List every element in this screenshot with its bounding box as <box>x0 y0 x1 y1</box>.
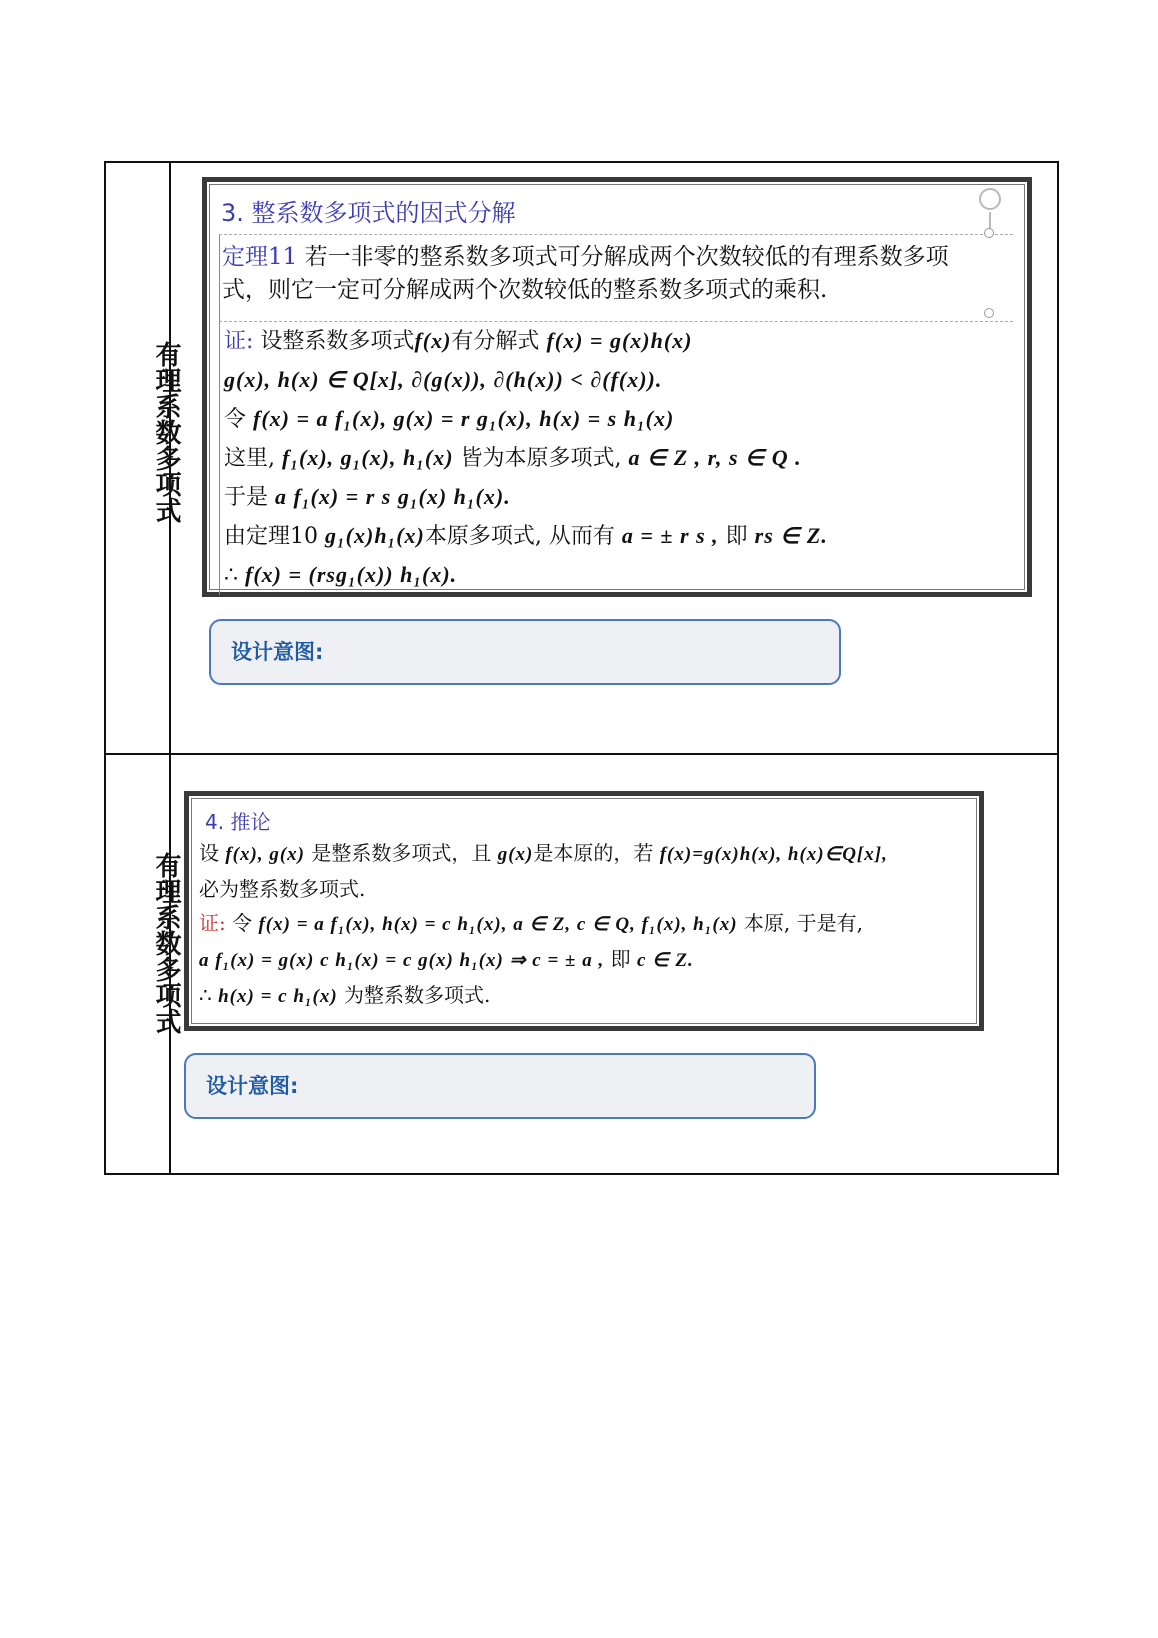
proof-math: f₁(x), g₁(x), h₁(x) <box>282 445 454 470</box>
row-label-cell <box>106 755 181 1173</box>
slide-corollary <box>184 791 984 1031</box>
corollary-text: 必为整系数多项式. <box>199 877 366 901</box>
corollary-math: f(x)=g(x)h(x), h(x)∈Q[x], <box>659 844 888 865</box>
corollary-math: h(x) = c h₁(x) <box>218 986 338 1007</box>
proof-math: f(x) <box>414 328 452 353</box>
corollary-text: 是本原的，若 <box>533 841 654 865</box>
proof-line <box>224 478 1013 517</box>
design-intent-box[interactable]: 设计意图: <box>184 1053 816 1119</box>
proof-math: a f₁(x) = r s g₁(x) h₁(x). <box>275 484 511 509</box>
corollary-text: 本原, 于是有, <box>743 911 863 935</box>
proof-line <box>224 517 1013 556</box>
slide-heading: 4. 推论 <box>205 810 271 834</box>
proof-line <box>224 400 1013 439</box>
theorem-text: 若一非零的整系数多项式可分解成两个次数较低的有理系数多项式，则它一定可分解成两个次数较低的整系数多项式的乘积. <box>222 244 949 303</box>
proof-label: 证: <box>199 911 226 935</box>
corollary-text: 为整系数多项式. <box>344 983 491 1007</box>
proof-text: 本原多项式, 从而有 <box>424 524 615 549</box>
theorem-11 <box>219 235 1013 322</box>
corollary-math: a f₁(x) = g(x) c h₁(x) = c g(x) h₁(x) ⇒ c = ± a , <box>199 950 605 971</box>
corollary-math: c ∈ Z. <box>636 950 694 971</box>
proof-math: f(x) = g(x)h(x) <box>546 328 693 353</box>
proof-math: rs ∈ Z. <box>754 523 828 548</box>
proof-label: 证: <box>224 329 254 354</box>
row-label: 有理系数多项式 <box>151 341 181 523</box>
proof-math: f(x) = (rsg₁(x)) h₁(x). <box>245 562 458 587</box>
corollary-line <box>199 872 969 906</box>
proof-text: 令 <box>224 407 247 432</box>
proof-text: 设整系数多项式 <box>260 329 415 354</box>
corollary-text: 即 <box>610 947 631 971</box>
slide-integer-factorization <box>202 177 1032 597</box>
corollary-text: 令 <box>232 911 253 935</box>
corollary-text: ∴ <box>199 983 212 1007</box>
slide-heading: 3. 整系数多项式的因式分解 <box>219 196 1013 235</box>
resize-handle-icon <box>984 308 994 318</box>
corollary-text: 是整系数多项式，且 <box>311 841 492 865</box>
lesson-table <box>104 161 1059 1175</box>
resize-handle-icon <box>984 228 994 238</box>
proof-line <box>224 439 1013 478</box>
proof-math: a ∈ Z , r, s ∈ Q . <box>628 445 802 470</box>
proof-math: a = ± r s , <box>621 523 719 548</box>
proof-text: 有分解式 <box>451 329 540 354</box>
proof-math: g(x), h(x) ∈ Q[x], ∂(g(x)), ∂(h(x)) < ∂(f(x)). <box>224 367 663 392</box>
table-row <box>106 163 1057 755</box>
theorem-label: 定理11 <box>222 244 298 270</box>
corollary-line <box>199 978 969 1014</box>
row-label: 有理系数多项式 <box>151 852 181 1034</box>
proof-line <box>224 322 1013 361</box>
design-intent-box[interactable]: 设计意图: <box>209 619 841 685</box>
proof-text: ∴ <box>224 563 238 588</box>
proof-text: 即 <box>725 524 748 549</box>
proof-line <box>224 556 1013 595</box>
proof-math: f(x) = a f₁(x), g(x) = r g₁(x), h(x) = s h₁(x) <box>253 406 675 431</box>
corollary-math: f(x), g(x) <box>225 844 305 865</box>
corollary-line <box>199 836 969 872</box>
proof-text: 皆为本原多项式, <box>460 446 622 471</box>
rotate-handle-icon <box>979 188 1001 210</box>
row-label-cell <box>106 163 181 753</box>
proof-text: 由定理10 <box>224 524 318 549</box>
proof-text: 这里, <box>224 446 275 471</box>
corollary-line <box>199 906 969 942</box>
table-row <box>106 755 1057 1173</box>
corollary-text: 设 <box>199 841 219 865</box>
proof-math: g₁(x)h₁(x) <box>325 523 425 548</box>
corollary-math: f(x) = a f₁(x), h(x) = c h₁(x), a ∈ Z, c ∈ Q, f₁(x), h₁(x) <box>258 914 738 935</box>
proof-line <box>224 361 1013 400</box>
corollary-math: g(x) <box>497 844 534 865</box>
proof-text: 于是 <box>224 485 269 510</box>
proof-block <box>219 322 1013 595</box>
corollary-line <box>199 942 969 978</box>
